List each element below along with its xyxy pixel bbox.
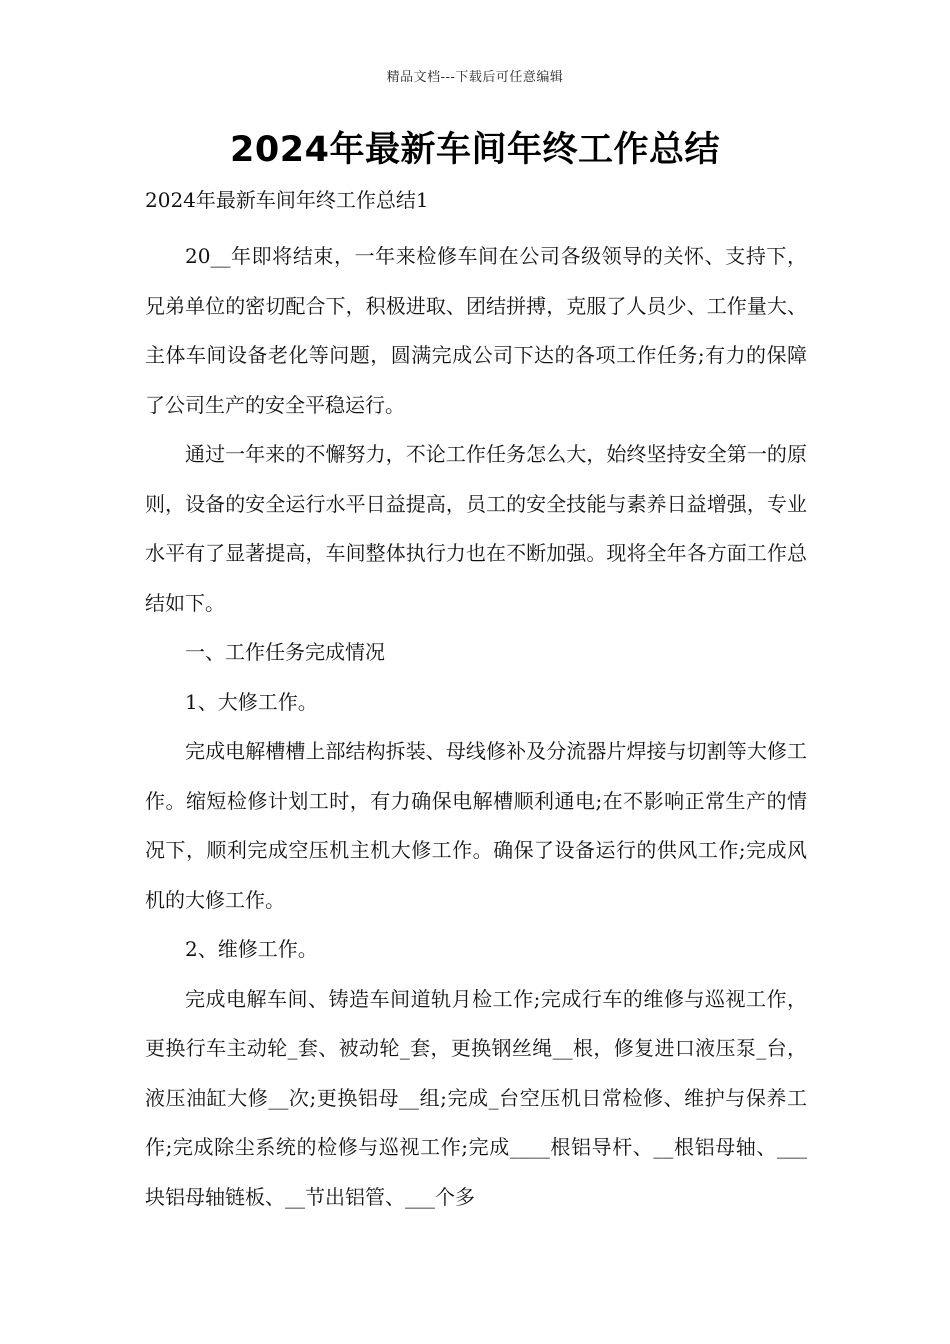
document-subtitle: 2024年最新车间年终工作总结1 (145, 188, 429, 212)
paragraph-summary: 通过一年来的不懈努力，不论工作任务怎么大，始终坚持安全第一的原则，设备的安全运行水平日益提高，员工的安全技能与素养日益增强，专业水平有了显著提高，车间整体执行力也在不断加强。现将全年各方面工作总结如下。 (145, 442, 807, 615)
paragraph-maintenance: 完成电解车间、铸造车间道轨月检工作;完成行车的维修与巡视工作，更换行车主动轮_套、被动轮_套，更换钢丝绳__根，修复进口液压泵_台，液压油缸大修__次;更换铝母__组;完成_台空压机日常检修、维护与保养工作;完成除尘系统的检修与巡视工作;完成____根铝导杆、__根铝母轴、___块铝母轴链板、__节出铝管、___个多 (145, 986, 807, 1209)
subsection-heading-maintenance: 2、维修工作。 (185, 937, 318, 961)
subsection-heading-overhaul: 1、大修工作。 (185, 689, 318, 714)
document-body (145, 182, 807, 1222)
paragraph-overhaul: 完成电解槽槽上部结构拆装、母线修补及分流器片焊接与切割等大修工作。缩短检修计划工时，有力确保电解槽顺利通电;在不影响正常生产的情况下，顺利完成空压机主机大修工作。确保了设备运行的供风工作;完成风机的大修工作。 (145, 739, 807, 912)
header-note: 精品文档---下载后可任意编辑 (386, 70, 564, 85)
document-title: 2024年最新车间年终工作总结 (230, 130, 720, 170)
section-heading: 一、工作任务完成情况 (185, 640, 385, 664)
paragraph-intro: 20__年即将结束，一年来检修车间在公司各级领导的关怀、支持下，兄弟单位的密切配合下，积极进取、团结拼搏，克服了人员少、工作量大、主体车间设备老化等问题，圆满完成公司下达的各项工作任务;有力的保障了公司生产的安全平稳运行。 (145, 244, 807, 417)
